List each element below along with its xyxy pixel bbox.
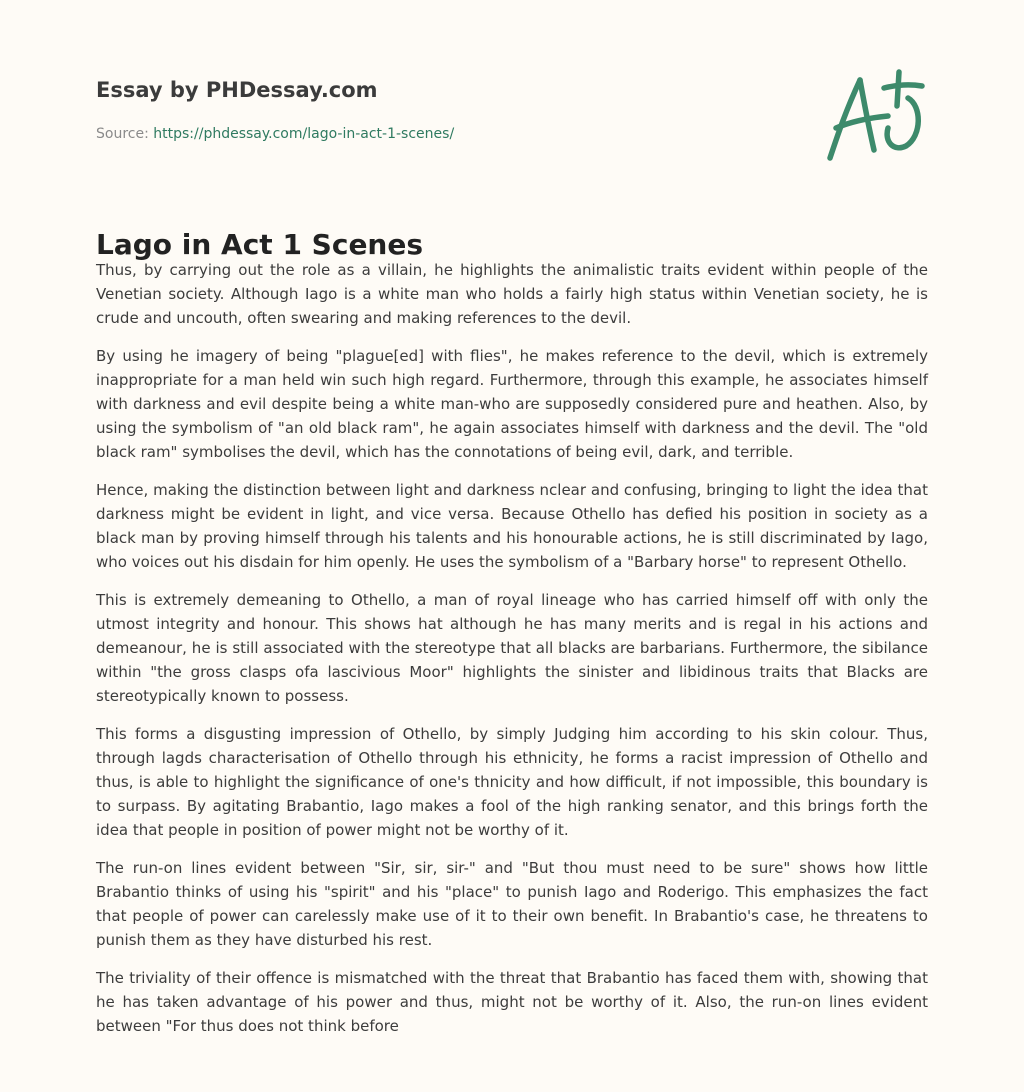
essay-paragraph: Hence, making the distinction between light and darkness nclear and confusing, bringing to light the idea that darkness might be evident in light, and vice versa. Because Othello has defied his position in society as a black man by proving himself through his talents and his honourable actions, he is still discriminated by Iago, who voices out his disdain for him openly. He uses the symbolism of a "Barbary horse" to represent Othello. [96, 481, 928, 571]
essay-paragraph: This is extremely demeaning to Othello, a man of royal lineage who has carried himself off with only the utmost integrity and honour. This shows hat although he has many merits and is regal in his actions and demeanour, he is still associated with the stereotype that all blacks are barbarians. Furthermore, the sibilance within "the gross clasps ofa lascivious Moor" highlights the sinister and libidinous traits that Blacks are stereotypically known to possess. [96, 591, 928, 705]
essay-paragraph: The triviality of their offence is mismatched with the threat that Brabantio has faced them with, showing that he has taken advantage of his power and thus, might not be worthy of it. Also, the run-on lines evident between "For thus does not think before [96, 969, 928, 1035]
essay-paragraph: By using he imagery of being "plague[ed] with flies", he makes reference to the devil, which is extremely inappropriate for a man held win such high regard. Furthermore, through this example, he associates himself with darkness and evil despite being a white man-who are supposedly considered pure and heathen. Also, by using the symbolism of "an old black ram", he again associates himself with darkness and the devil. The "old black ram" symbolises the devil, which has the connotations of being evil, dark, and terrible. [96, 347, 928, 461]
essay-header [96, 76, 796, 144]
essay-title: Lago in Act 1 Scenes [96, 228, 424, 261]
source-line [96, 124, 796, 144]
a-plus-logo-icon [822, 66, 930, 166]
essay-paragraph: The run-on lines evident between "Sir, sir, sir-" and "But thou must need to be sure" shows how little Brabantio thinks of using his "spirit" and his "place" to punish Iago and Roderigo. This emphasizes the fact that people of power can carelessly make use of it to their own benefit. In Brabantio's case, he threatens to punish them as they have disturbed his rest. [96, 859, 928, 949]
essay-body [96, 258, 928, 1052]
essay-paragraph: This forms a disgusting impression of Othello, by simply Judging him according to his skin colour. Thus, through lagds characterisation of Othello through his ethnicity, he forms a racist impression of Othello and thus, is able to highlight the significance of one's thnicity and how difficult, if not impossible, this boundary is to surpass. By agitating Brabantio, Iago makes a fool of the high ranking senator, and this brings forth the idea that people in position of power might not be worthy of it. [96, 725, 928, 839]
essay-paragraph: Thus, by carrying out the role as a villain, he highlights the animalistic traits evident within people of the Venetian society. Although Iago is a white man who holds a fairly high status within Venetian society, he is crude and uncouth, often swearing and making references to the devil. [96, 261, 928, 327]
source-link[interactable]: https://phdessay.com/lago-in-act-1-scenes/ [153, 126, 455, 142]
source-label: Source: [96, 126, 154, 142]
brand-title: Essay by PHDessay.com [96, 78, 378, 102]
